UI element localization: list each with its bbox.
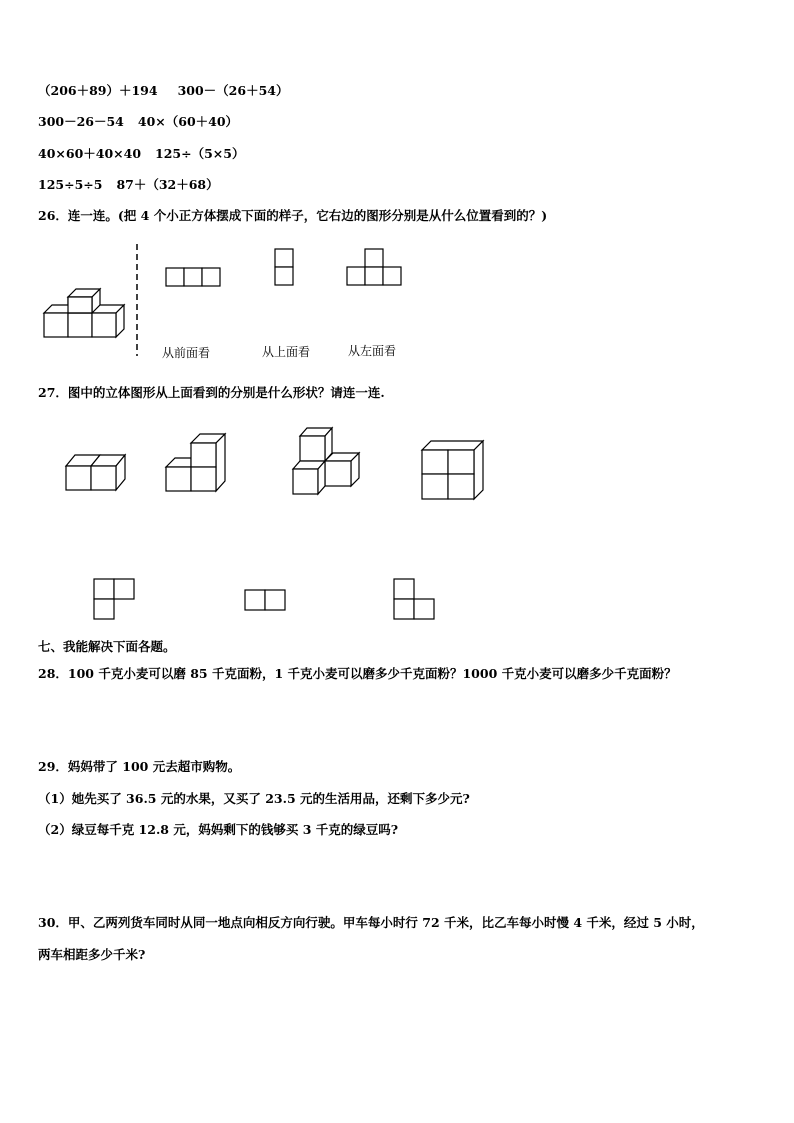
q26-label-front: 从前面看 (162, 346, 211, 360)
calc-row-1 (38, 83, 288, 99)
calc-expr: 40×（60＋40） (137, 114, 239, 129)
q27-solid-figure-4 (421, 440, 485, 502)
q29-part2: （2）绿豆每千克 12.8 元，妈妈剩下的钱够买 3 千克的绿豆吗? (38, 822, 399, 837)
q30-line2: 两车相距多少千米? (38, 947, 146, 962)
calc-expr: 300－（26＋54） (177, 83, 289, 98)
q27-top-view-shape-c (393, 578, 437, 621)
q26-cube-stack-figure (44, 283, 124, 343)
q29-part1: （1）她先买了 36.5 元的水果，又买了 23.5 元的生活用品，还剩下多少元? (38, 791, 470, 806)
q26-view-shape-b (274, 248, 295, 287)
q26-view-shape-c (346, 248, 403, 287)
calc-expr: 87＋（32＋68） (116, 177, 219, 192)
calc-row-3 (38, 146, 244, 162)
q29-title: 29．妈妈带了 100 元去超市购物。 (38, 759, 241, 774)
section-7-title: 七、我能解决下面各题。 (38, 639, 176, 654)
q28-text: 28．100 千克小麦可以磨 85 千克面粉，1 千克小麦可以磨多少千克面粉？1000 千克小麦可以磨多少千克面粉？ (38, 666, 677, 681)
calc-expr: 125÷5÷5 (38, 177, 103, 192)
q27-top-view-shape-a (93, 578, 137, 621)
q27-top-view-shape-b (244, 589, 288, 611)
q27-solid-figure-1 (65, 446, 127, 492)
q27-solid-figure-3 (292, 426, 362, 496)
calc-row-2 (38, 114, 238, 130)
calc-expr: 40×60＋40×40 (38, 146, 142, 161)
q27-solid-figure-2 (165, 433, 227, 493)
q26-label-left: 从左面看 (348, 344, 397, 358)
q26-view-shape-a (165, 267, 222, 287)
calc-expr: 125÷（5×5） (155, 146, 245, 161)
calc-row-4 (38, 177, 219, 193)
q30-line1: 30．甲、乙两列货车同时从同一地点向相反方向行驶。甲车每小时行 72 千米，比乙车每小时慢 4 千米，经过 5 小时， (38, 915, 704, 930)
q26-label-top: 从上面看 (262, 345, 311, 359)
calc-expr: （206＋89）＋194 (38, 83, 158, 98)
q26-text: 26．连一连。(把 4 个小正方体摆成下面的样子，它右边的图形分别是从什么位置看到的？) (38, 208, 548, 223)
q27-text: 27．图中的立体图形从上面看到的分别是什么形状？请连一连. (38, 385, 385, 400)
q26-dashed-divider (134, 244, 140, 356)
calc-expr: 300－26－54 (38, 114, 124, 129)
